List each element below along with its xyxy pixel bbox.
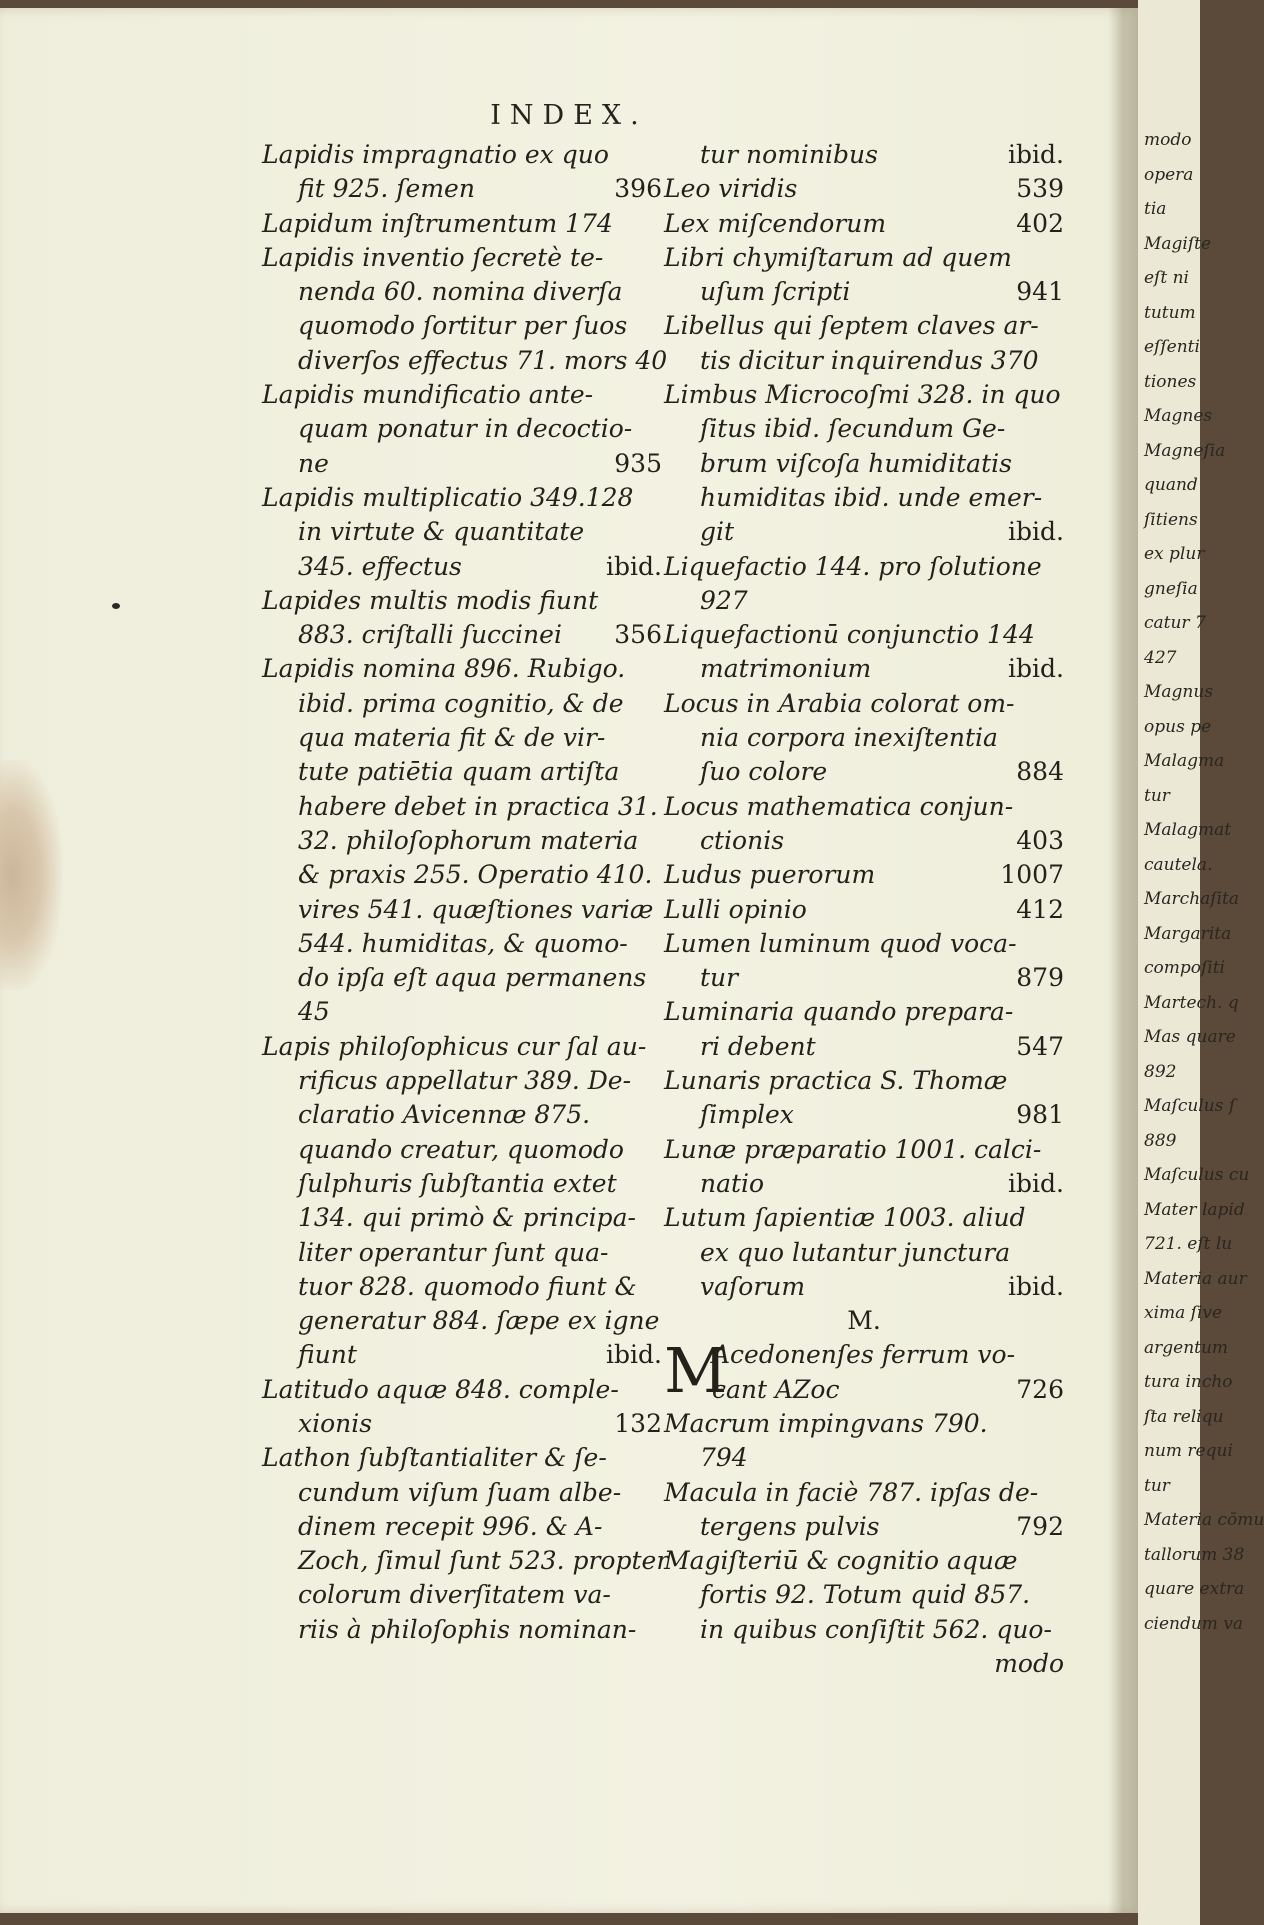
adjacent-page-fragment: Maſculus ſ	[1144, 1096, 1236, 1116]
page-reference: ibid.	[606, 551, 662, 581]
index-entry-line	[262, 790, 662, 824]
index-entry-text: Lulli opinio	[664, 894, 807, 924]
index-entry-text: brum viſcoſa humiditatis	[700, 448, 1012, 478]
adjacent-page-fragment: quand	[1144, 475, 1198, 495]
index-entry-line	[262, 618, 662, 652]
index-entry-line	[262, 584, 662, 618]
index-entry-line	[262, 858, 662, 892]
index-entry-text: xionis	[298, 1408, 373, 1438]
page-reference: 1007	[1000, 860, 1064, 890]
index-entry-text: cant AZoc	[712, 1374, 840, 1404]
index-entry-line	[664, 652, 1064, 686]
index-entry-line	[262, 652, 662, 686]
index-entry-line	[664, 481, 1064, 515]
adjacent-page-fragment: tiones	[1144, 371, 1197, 392]
index-entry-line	[664, 995, 1064, 1029]
adjacent-page-fragment: eſſenti	[1144, 337, 1200, 357]
page-reference: 726	[1016, 1374, 1064, 1404]
adjacent-page-fragment: opus pe	[1144, 716, 1212, 737]
index-entry-text: 883. criſtalli ſuccinei	[298, 620, 562, 650]
index-entry-text: in virtute & quantitate	[298, 517, 585, 547]
adjacent-page-fragment: modo	[1144, 130, 1192, 150]
index-entry-line	[664, 1647, 1064, 1681]
index-entry-text: Leo viridis	[664, 174, 798, 204]
index-entry-text: ibid. prima cognitio, & de	[298, 688, 624, 718]
index-entry-text: Ludus puerorum	[664, 860, 876, 890]
page-reference: 132	[614, 1408, 662, 1438]
index-entry-text: matrimonium	[700, 654, 872, 684]
index-entry-line	[262, 1201, 662, 1235]
adjacent-page-fragment: tur	[1144, 1475, 1170, 1496]
index-entry-text: 927	[700, 585, 748, 615]
index-entry-line	[262, 1133, 662, 1167]
index-entry-text: Magiſteriū & cognitio aquæ	[664, 1546, 1018, 1576]
adjacent-page-fragment: ſitiens	[1144, 509, 1198, 530]
index-entry-line	[664, 584, 1064, 618]
index-entry-line	[262, 721, 662, 755]
index-entry-line	[262, 1338, 662, 1372]
index-entry-text: dinem recepit 996. & A-	[298, 1511, 603, 1541]
index-entry-text: Lapidis mundificatio ante-	[262, 380, 594, 410]
index-entry-text: Zoch, ſimul ſunt 523. propter	[298, 1546, 669, 1576]
index-entry-text: Lapidis nomina 896. Rubigo.	[262, 654, 626, 684]
index-entry-text: Lumen luminum quod voca-	[664, 928, 1017, 958]
index-entry-line	[262, 1544, 669, 1578]
index-entry-line	[262, 138, 662, 172]
index-entry-text: Locus in Arabia colorat om-	[664, 688, 1015, 718]
index-entry-text: 345. effectus	[298, 551, 462, 581]
index-entry-text: cundum viſum ſuam albe-	[298, 1477, 622, 1507]
index-entry-text: Lathon ſubſtantialiter & ſe-	[262, 1443, 607, 1473]
index-entry-line	[664, 447, 1064, 481]
page-reference: 547	[1016, 1031, 1064, 1061]
index-entry-line	[664, 241, 1064, 275]
index-entry-line	[664, 1476, 1064, 1510]
index-entry-line	[262, 1613, 662, 1647]
index-entry-text: fit 925. ſemen	[298, 174, 475, 204]
adjacent-page-fragment: tutum	[1144, 302, 1196, 323]
adjacent-page-fragment: tur	[1144, 785, 1170, 806]
index-entry-line	[262, 1064, 662, 1098]
index-entry-line	[664, 961, 1064, 995]
index-entry-text: riis à philoſophis nominan-	[298, 1614, 637, 1644]
page-reference: 539	[1016, 174, 1064, 204]
index-entry-text: tergens pulvis	[700, 1511, 880, 1541]
index-entry-text: Luminaria quando prepara-	[664, 997, 1014, 1027]
adjacent-page-fragment: 427	[1144, 647, 1177, 668]
index-entry-line	[664, 275, 1064, 309]
index-entry-line	[262, 1304, 662, 1338]
adjacent-page-fragment: compoſiti	[1144, 958, 1225, 978]
index-entry-text: ſimplex	[700, 1100, 794, 1130]
index-entry-text: rificus appellatur 389. De-	[298, 1066, 632, 1096]
index-entry-line	[664, 824, 1064, 858]
drop-cap-letter: M	[664, 1334, 728, 1408]
adjacent-page-edge	[1138, 0, 1264, 1925]
adjacent-page-fragment: ex plur	[1144, 544, 1205, 564]
index-entry-line	[664, 1236, 1064, 1270]
index-entry-line	[262, 1510, 662, 1544]
index-entry-text: uſum ſcripti	[700, 277, 851, 307]
index-entry-line	[262, 550, 662, 584]
index-entry-text: tute patiētia quam artiſta	[298, 757, 620, 787]
page-reference: 884	[1016, 757, 1064, 787]
index-entry-line	[262, 1373, 662, 1407]
index-entry-text: Lapidum inſtrumentum 174	[262, 208, 613, 238]
index-entry-text: quomodo ſortitur per ſuos	[298, 311, 628, 341]
index-entry-text: ſulphuris ſubſtantia extet	[298, 1168, 617, 1198]
index-entry-text: quam ponatur in decoctio-	[298, 414, 633, 444]
page-reference: ibid.	[1008, 654, 1064, 684]
index-entry-line	[262, 172, 662, 206]
index-entry-line	[664, 1544, 1064, 1578]
adjacent-page-fragment: 721. eſt lu	[1144, 1234, 1233, 1254]
index-column-right	[664, 138, 1064, 1681]
index-entry-line	[664, 1201, 1064, 1235]
page-reference: 879	[1016, 963, 1064, 993]
index-entry-line	[664, 138, 1064, 172]
page-reference: 941	[1016, 277, 1064, 307]
index-entry-text: liter operantur ſunt qua-	[298, 1237, 609, 1267]
index-entry-text: generatur 884. ſæpe ex igne	[298, 1306, 660, 1336]
page-reference: 981	[1016, 1100, 1064, 1130]
index-entry-line	[262, 1407, 662, 1441]
index-entry-text: habere debet in practica 31.	[298, 791, 658, 821]
index-entry-line	[262, 412, 662, 446]
index-entry-text: Latitudo aquæ 848. comple-	[262, 1374, 619, 1404]
index-entry-line	[664, 1338, 1064, 1372]
index-entry-text: 544. humiditas, & quomo-	[298, 928, 628, 958]
index-entry-text: Macula in faciè 787. ipſas de-	[664, 1477, 1039, 1507]
page-reference: 396	[614, 174, 662, 204]
index-entry-text: fortis 92. Totum quid 857.	[700, 1580, 1031, 1610]
adjacent-page-fragment: opera	[1144, 164, 1194, 185]
index-entry-text: Lapides multis modis fiunt	[262, 585, 599, 615]
index-entry-text: natio	[700, 1168, 765, 1198]
index-entry-line	[262, 893, 662, 927]
index-entry-line	[664, 1133, 1064, 1167]
index-entry-text: Lunæ præparatio 1001. calci-	[664, 1134, 1042, 1164]
page-reference: ibid.	[1008, 1271, 1064, 1301]
index-entry-line	[262, 927, 662, 961]
adjacent-page-fragment: argentum	[1144, 1337, 1229, 1358]
page-reference: ibid.	[1008, 140, 1064, 169]
index-entry-text: ex quo lutantur junctura	[700, 1237, 1011, 1267]
index-entry-line	[664, 344, 1064, 378]
index-entry-text: 45	[298, 997, 330, 1027]
index-entry-line	[664, 790, 1064, 824]
adjacent-page-fragment: Martech. q	[1144, 992, 1239, 1013]
adjacent-page-fragment: cautela.	[1144, 854, 1213, 875]
adjacent-page-fragment: tura incho	[1144, 1372, 1233, 1392]
index-entry-line	[262, 1578, 662, 1612]
index-entry-line	[664, 927, 1064, 961]
index-entry-line	[664, 550, 1064, 584]
index-entry-text: ctionis	[700, 825, 785, 855]
adjacent-page-fragment: Marchaſita	[1144, 889, 1239, 909]
adjacent-page-fragment: num requi	[1144, 1441, 1233, 1461]
page-reference: ibid.	[1008, 517, 1064, 547]
page-reference: ibid.	[606, 1340, 662, 1370]
index-entry-text: Lunaris practica S. Thomæ	[664, 1066, 1008, 1096]
index-entry-text: Limbus Microcoſmi 328. in quo	[664, 380, 1061, 410]
index-entry-text: vaſorum	[700, 1271, 806, 1301]
index-entry-text: quando creatur, quomodo	[298, 1134, 624, 1164]
adjacent-page-fragment: Magiſte	[1144, 233, 1212, 254]
index-entry-line	[664, 858, 1064, 892]
index-entry-text: Libellus qui ſeptem claves ar-	[664, 311, 1039, 341]
index-entry-text: humiditas ibid. unde emer-	[700, 482, 1043, 512]
adjacent-page-fragment: tallorum 38	[1144, 1544, 1245, 1565]
index-entry-line	[664, 721, 1064, 755]
adjacent-page-fragment: 892	[1144, 1061, 1177, 1082]
page-gutter	[1108, 8, 1138, 1913]
index-entry-text: ne	[298, 448, 329, 478]
adjacent-page-fragment: Malagmat	[1144, 820, 1232, 840]
adjacent-page-fragment: Mater lapid	[1144, 1199, 1245, 1220]
adjacent-page-fragment: tia	[1144, 199, 1167, 219]
section-m-entries	[664, 1334, 1064, 1681]
index-entry-line	[262, 755, 662, 789]
index-entry-text: Liquefactio 144. pro ſolutione	[664, 551, 1042, 581]
index-entry-text: tur	[700, 963, 739, 993]
adjacent-page-fragment: Magnes	[1144, 406, 1213, 426]
page-reference: 935	[614, 448, 662, 478]
index-entry-line	[262, 1167, 662, 1201]
page-reference: 403	[1016, 825, 1064, 855]
index-entry-text: nia corpora inexiſtentia	[700, 723, 998, 753]
index-entry-text: ſuo colore	[700, 757, 828, 787]
index-entry-line	[664, 618, 1064, 652]
page-reference: 792	[1016, 1511, 1064, 1541]
index-entry-text: claratio Avicennæ 875.	[298, 1100, 591, 1130]
index-entry-text: ſitus ibid. ſecundum Ge-	[700, 414, 1006, 444]
index-entry-text: Lapidis impragnatio ex quo	[262, 140, 609, 169]
index-entry-text: in quibus conſiſtit 562. quo-	[700, 1614, 1052, 1644]
index-entry-line	[262, 275, 662, 309]
index-entry-line	[664, 1030, 1064, 1064]
index-entry-text: qua materia fit & de vir-	[298, 723, 606, 753]
index-entry-text: fiunt	[298, 1340, 357, 1370]
index-entry-line	[664, 1578, 1064, 1612]
adjacent-page-fragment: Materia cōmu	[1144, 1510, 1264, 1530]
index-entry-text: Lapis philoſophicus cur ſal au-	[262, 1031, 647, 1061]
index-entry-line	[262, 1441, 662, 1475]
index-entry-line	[664, 309, 1064, 343]
index-entry-text: 794	[700, 1443, 748, 1473]
index-entry-line	[664, 1098, 1064, 1132]
index-entry-line	[664, 1407, 1064, 1441]
index-entry-line	[262, 481, 662, 515]
adjacent-page-fragment: 889	[1144, 1130, 1177, 1151]
index-entry-text: colorum diverſitatem va-	[298, 1580, 611, 1610]
adjacent-page-fragment: ſta reliqu	[1144, 1406, 1224, 1427]
index-entry-text: tuor 828. quomodo fiunt &	[298, 1271, 637, 1301]
index-entry-text: Liquefactionū conjunctio 144	[664, 620, 1035, 650]
index-entry-text: Macrum impingvans 790.	[664, 1408, 988, 1438]
index-entry-text: modo	[994, 1649, 1064, 1679]
index-entry-line	[664, 755, 1064, 789]
index-entry-line	[664, 412, 1064, 446]
index-entry-line	[262, 309, 662, 343]
adjacent-page-fragment: eſt ni	[1144, 268, 1189, 288]
index-entry-line	[664, 378, 1064, 412]
adjacent-page-fragment: catur 7	[1144, 613, 1206, 633]
index-entry-line	[262, 995, 662, 1029]
adjacent-page-fragment: quare extra	[1144, 1579, 1245, 1599]
index-entry-line	[262, 344, 668, 378]
adjacent-page-fragment: gneſia	[1144, 578, 1198, 599]
index-entry-line	[664, 1167, 1064, 1201]
index-entry-line	[664, 1270, 1064, 1304]
index-entry-line	[262, 515, 662, 549]
adjacent-page-fragment: ciendum va	[1144, 1613, 1244, 1634]
index-entry-line	[664, 1441, 1064, 1475]
page-reference: ibid.	[1008, 1168, 1064, 1198]
index-entry-text: 32. philoſophorum materia	[298, 825, 639, 855]
index-entry-text: tis dicitur inquirendus 370	[700, 345, 1039, 375]
index-entry-text: Lapidis inventio ſecretè te-	[262, 242, 604, 272]
index-entry-text: Lutum ſapientiæ 1003. aliud	[664, 1203, 1026, 1233]
ink-speck	[112, 603, 120, 609]
index-entry-line	[262, 378, 662, 412]
index-entry-text: tur nominibus	[700, 140, 878, 169]
index-entry-line	[664, 515, 1064, 549]
index-entry-line	[262, 961, 662, 995]
page-stain	[0, 760, 62, 990]
adjacent-page-fragment: Maſculus cu	[1144, 1165, 1250, 1185]
adjacent-page-fragment: Magneſia	[1144, 440, 1226, 461]
index-entry-text: Libri chymiſtarum ad quem	[664, 242, 1012, 272]
adjacent-page-fragment: xima ſive	[1144, 1303, 1223, 1323]
adjacent-page-fragment: Materia aur	[1144, 1268, 1247, 1289]
index-entry-line	[262, 241, 662, 275]
index-entry-text: Lapidis multiplicatio 349.128	[262, 482, 634, 512]
page-reference: 402	[1016, 208, 1064, 238]
index-entry-line	[262, 447, 662, 481]
index-entry-line	[664, 207, 1064, 241]
index-entry-text: diverſos effectus 71. mors 40	[298, 345, 668, 375]
index-entry-line	[664, 1064, 1064, 1098]
index-entry-text: ri debent	[700, 1031, 816, 1061]
index-entry-line	[262, 1270, 662, 1304]
index-entry-line	[664, 1510, 1064, 1544]
adjacent-page-fragment: Magnus	[1144, 682, 1214, 702]
index-entry-text: & praxis 255. Operatio 410.	[298, 860, 653, 890]
index-entry-line	[262, 687, 662, 721]
index-heading: INDEX.	[490, 100, 648, 131]
index-column-left	[262, 138, 669, 1647]
adjacent-page-fragment: Mas quare	[1144, 1027, 1236, 1047]
index-entry-line	[664, 1373, 1064, 1407]
index-entry-line	[262, 207, 662, 241]
index-entry-text: Locus mathematica conjun-	[664, 791, 1014, 821]
index-entry-text: vires 541. quæſtiones variæ	[298, 894, 654, 924]
index-entry-line	[664, 172, 1064, 206]
index-entry-line	[262, 1236, 662, 1270]
index-entry-line	[664, 1613, 1064, 1647]
index-entry-line	[262, 1030, 662, 1064]
page-reference: 356	[614, 620, 662, 650]
adjacent-page-fragment: Margarita	[1144, 923, 1232, 944]
index-entry-line	[664, 893, 1064, 927]
index-entry-line	[664, 687, 1064, 721]
index-entry-text: nenda 60. nomina diverſa	[298, 277, 623, 307]
adjacent-page-fragment: Malagma	[1144, 751, 1225, 771]
index-entry-text: Acedonenſes ferrum vo-	[712, 1340, 1016, 1370]
index-entry-line	[262, 1098, 662, 1132]
index-entry-line	[262, 824, 662, 858]
index-entry-line	[262, 1476, 662, 1510]
page-reference: 412	[1016, 894, 1064, 924]
index-entry-text: do ipſa eſt aqua permanens	[298, 963, 647, 993]
index-entry-text: Lex miſcendorum	[664, 208, 887, 238]
index-entry-text: git	[700, 517, 735, 547]
index-entry-text: 134. qui primò & principa-	[298, 1203, 636, 1233]
section-letter: M.	[847, 1306, 881, 1336]
